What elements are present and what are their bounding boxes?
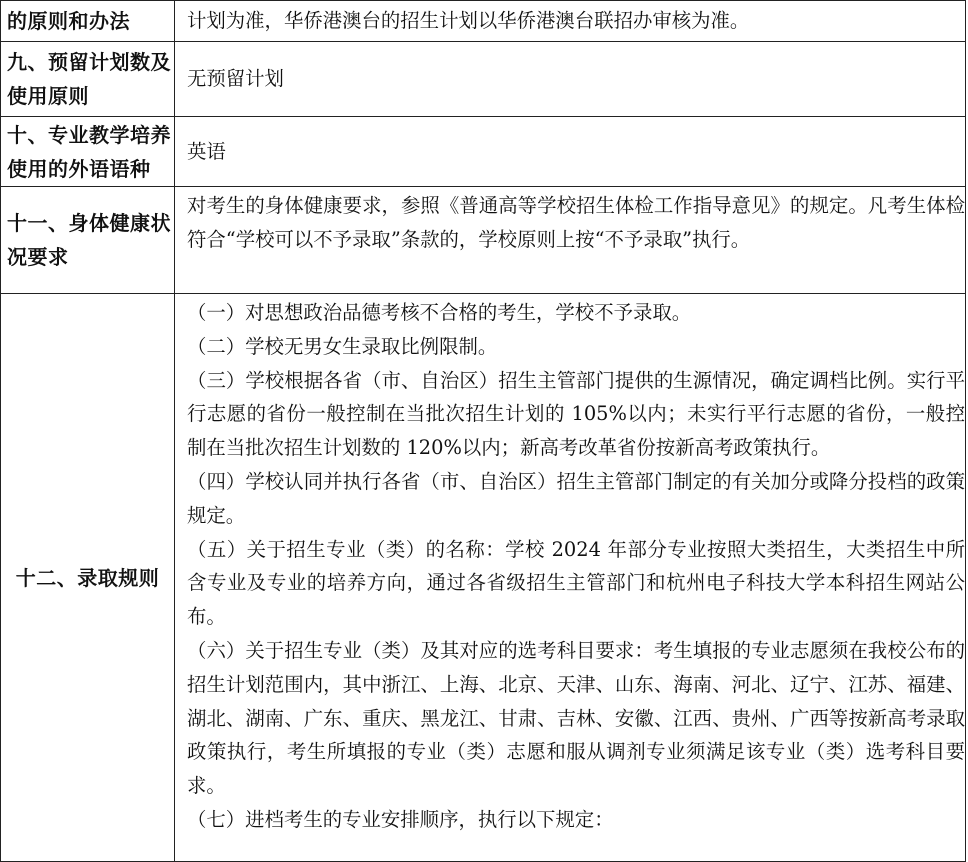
row-content	[175, 187, 966, 294]
paragraph: 无预留计划	[187, 67, 284, 91]
table-row	[1, 187, 966, 294]
row-content	[175, 1, 966, 42]
row-content	[175, 42, 966, 117]
table-row	[1, 117, 966, 187]
paragraph: （三）学校根据各省（市、自治区）招生主管部门提供的生源情况，确定调档比例。实行平行志愿的省份一般控制在当批次招生计划的 105%以内；未实行平行志愿的省份，一般控制在当批次招生计划数的 120%以内；新高考改革省份按新高考政策执行。	[187, 368, 965, 460]
row-label: 十一、身体健康状况要求	[1, 187, 175, 294]
row-content	[175, 117, 966, 187]
paragraph: （六）关于招生专业（类）及其对应的选考科目要求：考生填报的专业志愿须在我校公布的招生计划范围内，其中浙江、上海、北京、天津、山东、海南、河北、辽宁、江苏、福建、湖北、湖南、广东、重庆、黑龙江、甘肃、吉林、安徽、江西、贵州、广西等按新高考录取政策执行，考生所填报的专业（类）志愿和服从调剂专业须满足该专业（类）选考科目要求。	[187, 638, 965, 798]
paragraph: （一）对思想政治品德考核不合格的考生，学校不予录取。	[187, 301, 692, 324]
table-row	[1, 42, 966, 117]
paragraph: 英语	[187, 139, 226, 163]
table-row	[1, 1, 966, 42]
paragraph: （四）学校认同并执行各省（市、自治区）招生主管部门制定的有关加分或降分投档的政策规定。	[187, 469, 965, 527]
paragraph: （七）进档考生的专业安排顺序，执行以下规定：	[187, 807, 614, 831]
row-label: 十二、录取规则	[1, 294, 175, 862]
row-content	[175, 294, 966, 862]
paragraph: 计划为准，华侨港澳台的招生计划以华侨港澳台联招办审核为准。	[187, 9, 750, 33]
paragraph: （二）学校无男女生录取比例限制。	[187, 334, 498, 358]
paragraph: （五）关于招生专业（类）的名称：学校 2024 年部分专业按照大类招生，大类招生中所含专业及专业的培养方向，通过各省级招生主管部门和杭州电子科技大学本科招生网站公布。	[187, 537, 965, 629]
row-label: 十、专业教学培养使用的外语语种	[1, 117, 175, 187]
row-label: 的原则和办法	[1, 1, 175, 42]
paragraph: 对考生的身体健康要求，参照《普通高等学校招生体检工作指导意见》的规定。凡考生体检符合“学校可以不予录取”条款的，学校原则上按“不予录取”执行。	[187, 194, 965, 251]
row-label: 九、预留计划数及使用原则	[1, 42, 175, 117]
table-row	[1, 294, 966, 862]
